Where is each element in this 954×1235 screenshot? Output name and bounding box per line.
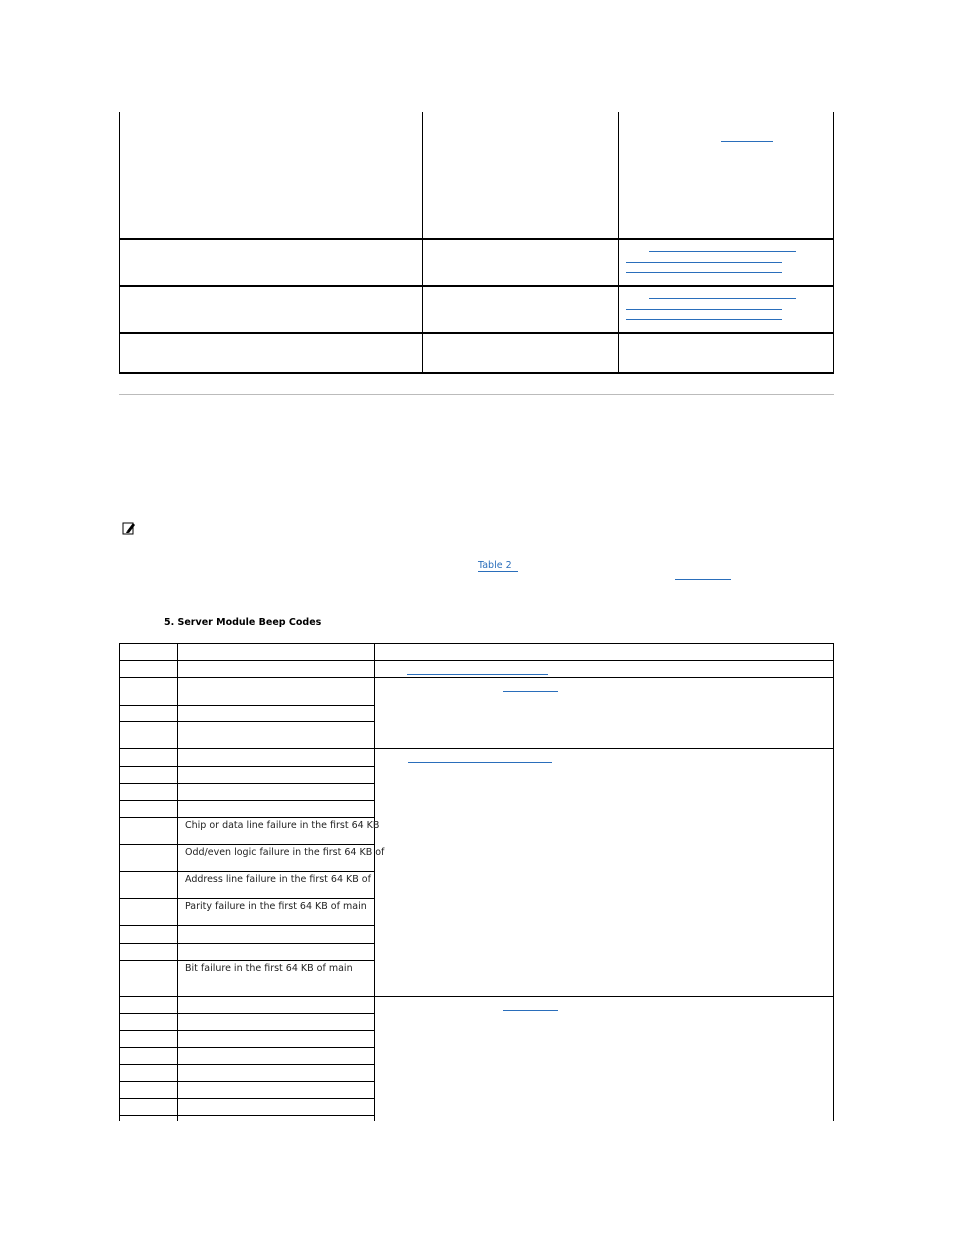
beep-row-line — [119, 871, 375, 872]
beep-table-link-1[interactable] — [407, 674, 548, 675]
beep-row-line — [119, 1081, 375, 1082]
upper-table-link-row3-line2[interactable] — [626, 309, 782, 310]
beep-row-line — [119, 705, 375, 706]
beep-table-border-col2 — [177, 643, 178, 1121]
beep-table-border-col3 — [374, 643, 375, 1121]
beep-table-group-divider-1 — [119, 748, 834, 749]
beep-table-header-divider — [119, 660, 834, 661]
section-divider — [119, 394, 834, 395]
upper-table-bottom-border — [119, 372, 834, 374]
beep-row-description: Address line failure in the first 64 KB of — [185, 874, 371, 885]
upper-table-border-col2 — [422, 112, 423, 374]
upper-table-link-row1[interactable] — [721, 141, 773, 142]
beep-row-line — [119, 960, 375, 961]
beep-row-line — [119, 925, 375, 926]
pencil-note-icon — [122, 520, 136, 534]
beep-row-line — [119, 817, 375, 818]
beep-row-description: Parity failure in the first 64 KB of main — [185, 901, 367, 912]
beep-row-description: Chip or data line failure in the first 64 KB — [185, 820, 380, 831]
beep-row-line — [119, 844, 375, 845]
beep-row-line — [119, 898, 375, 899]
beep-row-line — [119, 1047, 375, 1048]
upper-table-border-col3 — [618, 112, 619, 374]
beep-row-line — [119, 766, 375, 767]
paragraph-link-2[interactable] — [675, 579, 731, 580]
beep-table-top-border — [119, 643, 834, 644]
upper-table-link-row3-line1[interactable] — [649, 298, 796, 299]
beep-row-description: Bit failure in the first 64 KB of main — [185, 963, 353, 974]
beep-table-border-right — [833, 643, 834, 1121]
beep-row-description: Odd/even logic failure in the first 64 KB of — [185, 847, 385, 858]
beep-table-link-4[interactable] — [503, 1010, 558, 1011]
upper-table-row-divider-3 — [119, 332, 834, 334]
upper-table-border-left — [119, 112, 120, 374]
beep-row-line — [119, 721, 375, 722]
beep-table-border-left — [119, 643, 120, 1121]
beep-row-line — [119, 1064, 375, 1065]
beep-table-group-divider-2 — [119, 996, 834, 997]
upper-table-link-row2-line3[interactable] — [626, 272, 782, 273]
beep-row-line — [119, 943, 375, 944]
beep-table-link-3[interactable] — [408, 762, 552, 763]
upper-table-link-row3-line3[interactable] — [626, 319, 782, 320]
beep-row-line — [119, 1115, 375, 1116]
table-2-link[interactable]: Table 2 — [478, 560, 518, 572]
beep-table-link-2[interactable] — [503, 691, 558, 692]
beep-table-caption: 5. Server Module Beep Codes — [164, 617, 322, 628]
beep-row-line — [119, 800, 375, 801]
beep-row-line — [119, 1098, 375, 1099]
upper-table-row-divider-2 — [119, 285, 834, 287]
beep-table-row-divider — [119, 677, 834, 678]
upper-table-border-right — [833, 112, 834, 374]
beep-row-line — [119, 1013, 375, 1014]
upper-table-link-row2-line2[interactable] — [626, 262, 782, 263]
beep-row-line — [119, 783, 375, 784]
upper-table-row-divider-1 — [119, 238, 834, 240]
beep-row-line — [119, 1030, 375, 1031]
upper-table-link-row2-line1[interactable] — [649, 251, 796, 252]
